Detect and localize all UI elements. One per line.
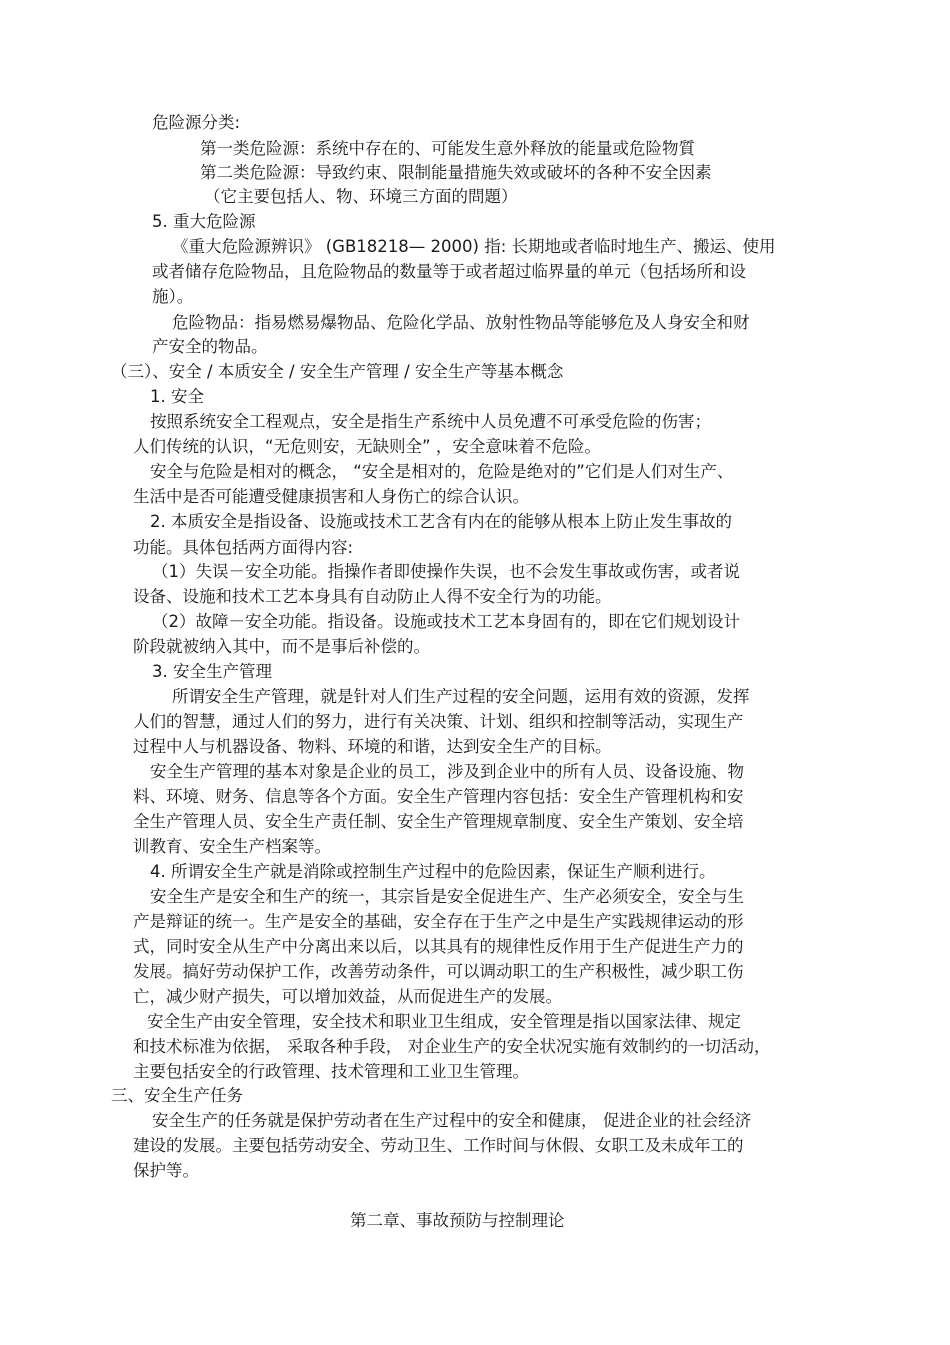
text-line: 生活中是否可能遭受健康损害和人身伤亡的综合认识。 xyxy=(133,487,529,506)
text-line: 按照系统安全工程观点，安全是指生产系统中人员免遭不可承受危险的伤害； xyxy=(150,412,711,431)
section-heading: 1. 安全 xyxy=(150,387,204,406)
text-line: 建设的发展。主要包括劳动安全、劳动卫生、工作时间与休假、女职工及未成年工的 xyxy=(133,1136,744,1155)
text-line: 4. 所谓安全生产就是消除或控制生产过程中的危险因素，保证生产顺利进行。 xyxy=(150,862,716,881)
text-line: 第二类危险源：导致约束、限制能量措施失效或破坏的各种不安全因素 xyxy=(200,163,712,182)
text-line: （它主要包括人、物、环境三方面的問題） xyxy=(204,187,518,206)
text-line: 发展。搞好劳动保护工作，改善劳动条件，可以调动职工的生产积极性，减少职工伤 xyxy=(133,962,744,981)
text-line: 安全生产的任务就是保护劳动者在生产过程中的安全和健康， 促进企业的社会经济 xyxy=(152,1111,752,1130)
text-line: 《重大危险源辨识》 (GB18218— 2000) 指: 长期地或者临时地生产、搬运、使用 xyxy=(172,237,776,256)
text-line: 和技术标准为依据， 采取各种手段， 对企业生产的安全状况实施有效制约的一切活动， xyxy=(133,1037,771,1056)
text-line: 亡，减少财产损失，可以增加效益，从而促进生产的发展。 xyxy=(133,987,562,1006)
text-line: 保护等。 xyxy=(133,1161,199,1180)
text-line: 或者储存危险物品，且危险物品的数量等于或者超过临界量的单元（包括场所和设 xyxy=(152,262,746,281)
chapter-title: 第二章、事故预防与控制理论 xyxy=(350,1211,565,1230)
text-line: 训教育、安全生产档案等。 xyxy=(133,837,331,856)
text-line: 过程中人与机器设备、物料、环境的和谐，达到安全生产的目标。 xyxy=(133,737,612,756)
text-line: 设备、设施和技术工艺本身具有自动防止人得不安全行为的功能。 xyxy=(133,587,612,606)
text-line: 安全生产是安全和生产的统一，其宗旨是安全促进生产、生产必须安全，安全与生 xyxy=(150,887,744,906)
text-line: 安全生产由安全管理，安全技术和职业卫生组成，安全管理是指以国家法律、规定 xyxy=(147,1012,741,1031)
text-line: 危险物品：指易燃易爆物品、危险化学品、放射性物品等能够危及人身安全和财 xyxy=(172,313,750,332)
text-line: 功能。具体包括两方面得内容: xyxy=(133,538,354,557)
text-line: 危险源分类: xyxy=(152,113,241,132)
text-line: 安全与危险是相对的概念， “安全是相对的，危险是绝对的”它们是人们对生产、 xyxy=(150,462,734,481)
section-heading: （三）、安全 / 本质安全 / 安全生产管理 / 安全生产等基本概念 xyxy=(111,362,564,381)
text-line: （2）故障－安全功能。指设备。设施或技术工艺本身固有的，即在它们规划设计 xyxy=(152,612,740,631)
text-line: 阶段就被纳入其中，而不是事后补偿的。 xyxy=(133,637,430,656)
text-line: 所谓安全生产管理，就是针对人们生产过程的安全问题，运用有效的资源，发挥 xyxy=(172,687,750,706)
text-line: 人们的智慧，通过人们的努力，进行有关决策、计划、组织和控制等活动，实现生产 xyxy=(133,712,744,731)
section-heading: 三、安全生产任务 xyxy=(111,1086,243,1105)
text-line: 人们传统的认识，“无危则安，无缺则全” ，安全意味着不危险。 xyxy=(133,437,601,456)
section-heading: 5. 重大危险源 xyxy=(152,212,256,231)
section-heading: 3. 安全生产管理 xyxy=(152,662,272,681)
text-line: 施）。 xyxy=(152,287,194,306)
text-line: 料、环境、财务、信息等各个方面。安全生产管理内容包括：安全生产管理机构和安 xyxy=(133,787,744,806)
text-line: 产安全的物品。 xyxy=(152,337,268,356)
text-line: 产是辩证的统一。生产是安全的基础，安全存在于生产之中是生产实践规律运动的形 xyxy=(133,912,744,931)
text-line: 第一类危险源：系统中存在的、可能发生意外释放的能量或危险物質 xyxy=(200,139,695,158)
text-line: （1）失误－安全功能。指操作者即使操作失误，也不会发生事故或伤害，或者说 xyxy=(152,562,740,581)
text-line: 全生产管理人员、安全生产责任制、安全生产管理规章制度、安全生产策划、安全培 xyxy=(133,812,744,831)
text-line: 主要包括安全的行政管理、技术管理和工业卫生管理。 xyxy=(133,1062,529,1081)
text-line: 安全生产管理的基本对象是企业的员工，涉及到企业中的所有人员、设备设施、物 xyxy=(150,762,744,781)
text-line: 2. 本质安全是指设备、设施或技术工艺含有内在的能够从根本上防止发生事故的 xyxy=(150,512,732,531)
text-line: 式，同时安全从生产中分离出来以后，以其具有的规律性反作用于生产促进生产力的 xyxy=(133,937,744,956)
